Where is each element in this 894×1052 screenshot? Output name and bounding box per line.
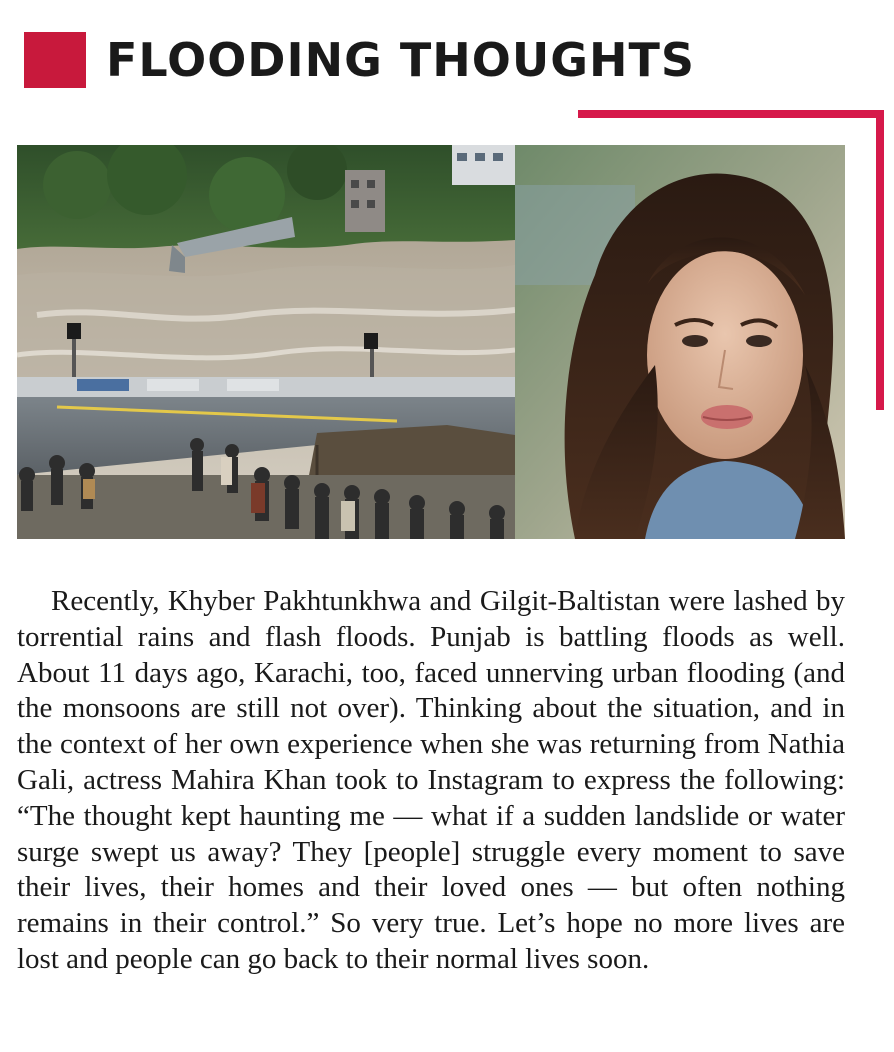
flood-scene-photo	[17, 145, 515, 539]
header-accent-square	[24, 32, 86, 88]
article-body	[17, 584, 845, 978]
article-text: Recently, Khyber Pakhtunkhwa and Gilgit-Baltistan were lashed by torrential rains and flash floods. Punjab is battling floods as well. About 11 days ago, Karachi, too, faced unnerving urban flooding (and the monsoons are still not over). Thinking about the situation, and in the context of her own experience when she was returning from Nathia Gali, actress Mahira Khan took to Instagram to express the following: “The thought kept haunting me — what if a sudden landslide or water surge swept us away? They [people] struggle every moment to save their lives, their homes and their loved ones — but often nothing remains in their control.” So very true. Let’s hope no more lives are lost and people can go back to their normal lives soon.	[17, 585, 845, 975]
page-header	[24, 32, 695, 88]
portrait-photo	[515, 145, 845, 539]
page-title: FLOODING THOUGHTS	[106, 33, 695, 87]
